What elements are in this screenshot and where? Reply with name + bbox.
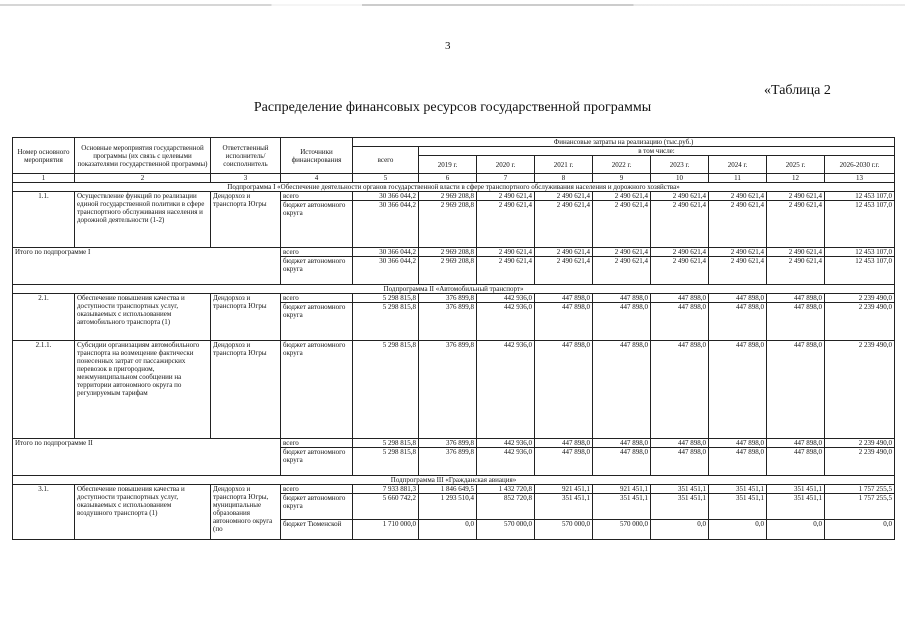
table-row <box>13 439 895 448</box>
value-cell: 570 000,0 <box>535 520 593 540</box>
value-cell: 2 490 621,4 <box>477 192 535 201</box>
value-cell: 376 899,8 <box>419 448 477 476</box>
source: бюджет автономного округа <box>281 303 353 341</box>
header-year: 2019 г. <box>419 156 477 174</box>
source: всего <box>281 485 353 494</box>
header-total: всего <box>353 147 419 174</box>
value-cell: 2 239 490,0 <box>825 303 895 341</box>
header-including: в том числе: <box>419 147 895 156</box>
value-cell: 1 293 510,4 <box>419 494 477 520</box>
table-row <box>13 294 895 303</box>
value-cell: 5 660 742,2 <box>353 494 419 520</box>
value-cell: 442 936,0 <box>477 448 535 476</box>
table-row <box>13 485 895 494</box>
value-cell: 2 490 621,4 <box>767 248 825 257</box>
value-cell: 447 898,0 <box>593 439 651 448</box>
value-cell: 2 490 621,4 <box>477 257 535 285</box>
value-cell: 5 298 815,8 <box>353 439 419 448</box>
col-number: 13 <box>825 174 895 183</box>
row-number: 2.1. <box>13 294 75 341</box>
value-cell: 447 898,0 <box>535 448 593 476</box>
header-year: 2024 г. <box>709 156 767 174</box>
value-cell: 2 490 621,4 <box>709 201 767 248</box>
value-cell: 2 969 208,8 <box>419 257 477 285</box>
value-cell: 1 846 649,5 <box>419 485 477 494</box>
scan-artifact <box>0 4 905 6</box>
value-cell: 2 969 208,8 <box>419 192 477 201</box>
row-number: 3.1. <box>13 485 75 540</box>
header-year: 2022 г. <box>593 156 651 174</box>
row-number: 1.1. <box>13 192 75 248</box>
value-cell: 447 898,0 <box>767 303 825 341</box>
value-cell: 2 490 621,4 <box>593 257 651 285</box>
value-cell: 351 451,1 <box>709 494 767 520</box>
value-cell: 376 899,8 <box>419 303 477 341</box>
value-cell: 0,0 <box>419 520 477 540</box>
value-cell: 351 451,1 <box>535 494 593 520</box>
header-year: 2020 г. <box>477 156 535 174</box>
value-cell: 921 451,1 <box>593 485 651 494</box>
header-measures: Основные мероприятия государственной программы (их связь с целевыми показателями государственной программы) <box>75 138 211 174</box>
value-cell: 447 898,0 <box>767 294 825 303</box>
value-cell: 376 899,8 <box>419 294 477 303</box>
value-cell: 5 298 815,8 <box>353 448 419 476</box>
header-sources: Источники финансирования <box>281 138 353 174</box>
value-cell: 351 451,1 <box>709 485 767 494</box>
value-cell: 2 969 208,8 <box>419 201 477 248</box>
value-cell: 447 898,0 <box>651 294 709 303</box>
value-cell: 442 936,0 <box>477 439 535 448</box>
source: бюджет Тюменской <box>281 520 353 540</box>
subprogram-title: Подпрограмма II «Автомобильный транспорт» <box>13 285 895 294</box>
value-cell: 30 366 044,2 <box>353 248 419 257</box>
value-cell: 2 490 621,4 <box>593 201 651 248</box>
measure-name: Осуществление функций по реализации единой государственной политики в сфере транспортного обслуживания населения и дорожной деятельности (1-2) <box>75 192 211 248</box>
value-cell: 0,0 <box>767 520 825 540</box>
value-cell: 1 432 720,8 <box>477 485 535 494</box>
value-cell: 351 451,1 <box>767 494 825 520</box>
value-cell: 2 239 490,0 <box>825 341 895 439</box>
value-cell: 2 239 490,0 <box>825 448 895 476</box>
value-cell: 447 898,0 <box>651 448 709 476</box>
value-cell: 2 969 208,8 <box>419 248 477 257</box>
measure-name: Субсидии организациям автомобильного транспорта на возмещение фактически понесенных затрат от пассажирских перевозок в пригородном, межмуниципальном сообщении на территории автономного округа по регулируемым тарифам <box>75 341 211 439</box>
value-cell: 12 453 107,0 <box>825 192 895 201</box>
finance-table <box>12 137 895 540</box>
value-cell: 447 898,0 <box>593 303 651 341</box>
col-number: 1 <box>13 174 75 183</box>
source: бюджет автономного округа <box>281 201 353 248</box>
value-cell: 2 490 621,4 <box>477 201 535 248</box>
header-year: 2026-2030 г.г. <box>825 156 895 174</box>
value-cell: 570 000,0 <box>477 520 535 540</box>
col-number: 4 <box>281 174 353 183</box>
value-cell: 351 451,1 <box>651 485 709 494</box>
source: бюджет автономного округа <box>281 448 353 476</box>
value-cell: 12 453 107,0 <box>825 248 895 257</box>
col-number: 8 <box>535 174 593 183</box>
value-cell: 7 933 881,3 <box>353 485 419 494</box>
value-cell: 2 490 621,4 <box>767 257 825 285</box>
header-responsible: Ответственный исполнитель/ соисполнитель <box>211 138 281 174</box>
value-cell: 376 899,8 <box>419 439 477 448</box>
col-number: 10 <box>651 174 709 183</box>
value-cell: 12 453 107,0 <box>825 257 895 285</box>
value-cell: 447 898,0 <box>709 341 767 439</box>
value-cell: 447 898,0 <box>593 341 651 439</box>
value-cell: 351 451,1 <box>651 494 709 520</box>
responsible: Дендорхоз и транспорта Югры <box>211 192 281 248</box>
value-cell: 30 366 044,2 <box>353 192 419 201</box>
subprogram-title: Подпрограмма III «Гражданская авиация» <box>13 476 895 485</box>
value-cell: 447 898,0 <box>535 341 593 439</box>
table-row <box>13 341 895 439</box>
header-year: 2023 г. <box>651 156 709 174</box>
subtotal-label: Итого по подпрограмме II <box>13 439 281 476</box>
value-cell: 376 899,8 <box>419 341 477 439</box>
value-cell: 1 757 255,5 <box>825 485 895 494</box>
value-cell: 5 298 815,8 <box>353 294 419 303</box>
table-row <box>13 192 895 201</box>
value-cell: 447 898,0 <box>709 439 767 448</box>
value-cell: 2 490 621,4 <box>709 192 767 201</box>
col-number: 2 <box>75 174 211 183</box>
responsible: Дендорхоз и транспорта Югры <box>211 341 281 439</box>
header-year: 2021 г. <box>535 156 593 174</box>
value-cell: 2 239 490,0 <box>825 294 895 303</box>
value-cell: 2 490 621,4 <box>535 192 593 201</box>
value-cell: 2 490 621,4 <box>651 257 709 285</box>
source: бюджет автономного округа <box>281 341 353 439</box>
value-cell: 447 898,0 <box>535 294 593 303</box>
header-num: Номер основного мероприятия <box>13 138 75 174</box>
responsible: Дендорхоз и транспорта Югры, муниципальные образования автономного округа (по <box>211 485 281 540</box>
value-cell: 447 898,0 <box>709 294 767 303</box>
value-cell: 5 298 815,8 <box>353 341 419 439</box>
document-title: Распределение финансовых ресурсов государственной программы <box>253 100 652 115</box>
source: всего <box>281 294 353 303</box>
value-cell: 1 757 255,5 <box>825 494 895 520</box>
value-cell: 2 490 621,4 <box>477 248 535 257</box>
value-cell: 447 898,0 <box>709 448 767 476</box>
header-costs: Финансовые затраты на реализацию (тыс.руб.) <box>353 138 895 147</box>
subtotal-label: Итого по подпрограмме I <box>13 248 281 285</box>
value-cell: 447 898,0 <box>767 341 825 439</box>
value-cell: 2 490 621,4 <box>535 201 593 248</box>
value-cell: 0,0 <box>651 520 709 540</box>
col-number: 11 <box>709 174 767 183</box>
value-cell: 2 490 621,4 <box>593 192 651 201</box>
value-cell: 447 898,0 <box>651 341 709 439</box>
measure-name: Обеспечение повышения качества и доступности транспортных услуг, оказываемых с использованием воздушного транспорта (1) <box>75 485 211 540</box>
value-cell: 30 366 044,2 <box>353 201 419 248</box>
value-cell: 30 366 044,2 <box>353 257 419 285</box>
col-number: 3 <box>211 174 281 183</box>
value-cell: 2 490 621,4 <box>651 201 709 248</box>
source: бюджет автономного округа <box>281 257 353 285</box>
value-cell: 2 490 621,4 <box>709 257 767 285</box>
value-cell: 351 451,1 <box>767 485 825 494</box>
value-cell: 2 490 621,4 <box>535 257 593 285</box>
source: всего <box>281 192 353 201</box>
value-cell: 2 490 621,4 <box>651 192 709 201</box>
page-number: 3 <box>445 40 451 52</box>
value-cell: 442 936,0 <box>477 294 535 303</box>
value-cell: 2 239 490,0 <box>825 439 895 448</box>
value-cell: 2 490 621,4 <box>535 248 593 257</box>
value-cell: 0,0 <box>709 520 767 540</box>
col-number: 6 <box>419 174 477 183</box>
header-year: 2025 г. <box>767 156 825 174</box>
row-number: 2.1.1. <box>13 341 75 439</box>
value-cell: 447 898,0 <box>767 448 825 476</box>
value-cell: 447 898,0 <box>593 294 651 303</box>
value-cell: 921 451,1 <box>535 485 593 494</box>
source: всего <box>281 248 353 257</box>
col-number: 5 <box>353 174 419 183</box>
source: всего <box>281 439 353 448</box>
value-cell: 447 898,0 <box>535 303 593 341</box>
value-cell: 2 490 621,4 <box>709 248 767 257</box>
source: бюджет автономного округа <box>281 494 353 520</box>
table-label: «Таблица 2 <box>764 83 831 98</box>
value-cell: 447 898,0 <box>535 439 593 448</box>
value-cell: 447 898,0 <box>593 448 651 476</box>
value-cell: 5 298 815,8 <box>353 303 419 341</box>
col-number: 12 <box>767 174 825 183</box>
value-cell: 1 710 000,0 <box>353 520 419 540</box>
value-cell: 852 720,8 <box>477 494 535 520</box>
subprogram-title: Подпрограмма I «Обеспечение деятельности органов государственной власти в сфере транспортного обслуживания населения и дорожного хозяйства» <box>13 183 895 192</box>
value-cell: 0,0 <box>825 520 895 540</box>
col-number: 7 <box>477 174 535 183</box>
value-cell: 447 898,0 <box>767 439 825 448</box>
value-cell: 12 453 107,0 <box>825 201 895 248</box>
table-row <box>13 248 895 257</box>
value-cell: 442 936,0 <box>477 341 535 439</box>
value-cell: 2 490 621,4 <box>767 201 825 248</box>
measure-name: Обеспечение повышения качества и доступности транспортных услуг, оказываемых с использованием автомобильного транспорта (1) <box>75 294 211 341</box>
value-cell: 351 451,1 <box>593 494 651 520</box>
value-cell: 2 490 621,4 <box>651 248 709 257</box>
value-cell: 447 898,0 <box>651 303 709 341</box>
column-numbers-row <box>13 174 895 183</box>
value-cell: 447 898,0 <box>709 303 767 341</box>
col-number: 9 <box>593 174 651 183</box>
responsible: Дендорхоз и транспорта Югры <box>211 294 281 341</box>
value-cell: 570 000,0 <box>593 520 651 540</box>
value-cell: 447 898,0 <box>651 439 709 448</box>
value-cell: 2 490 621,4 <box>593 248 651 257</box>
value-cell: 2 490 621,4 <box>767 192 825 201</box>
value-cell: 442 936,0 <box>477 303 535 341</box>
